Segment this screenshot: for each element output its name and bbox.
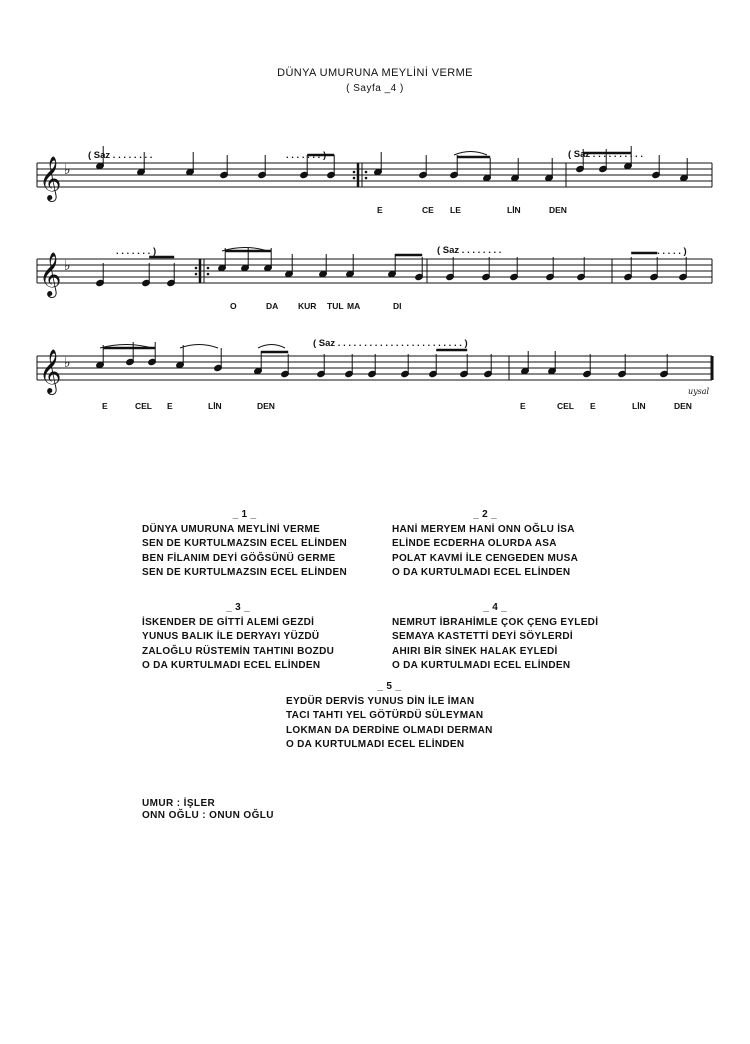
verse-number: _ 1 _ [232, 509, 257, 520]
lyric-syllable: E [520, 401, 526, 411]
lyric-syllable: TUL [327, 301, 344, 311]
key-flat-icon: ♭ [64, 258, 71, 274]
verse-line: SEN DE KURTULMAZSIN ECEL ELİNDEN [142, 567, 347, 578]
lyric-syllable: E [377, 205, 383, 215]
verse-line: POLAT KAVMİ İLE CENGEDEN MUSA [392, 552, 579, 564]
verse-number: _ 2 _ [473, 509, 497, 520]
lyric-syllable: DA [266, 301, 279, 311]
verse-line: NEMRUT İBRAHİMLE ÇOK ÇENG EYLEDİ [392, 616, 599, 628]
lyric-syllable: CE [422, 205, 434, 215]
verse-line: İSKENDER DE GİTTİ ALEMİ GEZDİ [142, 616, 315, 628]
tie-arc [258, 345, 285, 349]
verse-line: HANİ MERYEM HANİ ONN OĞLU İSA [392, 523, 575, 535]
page-reference: ( Sayfa _4 ) [346, 83, 404, 94]
verse-line: SEMAYA KASTETTİ DEYİ SÖYLERDİ [392, 631, 573, 642]
lyric-syllable: LE [450, 205, 461, 215]
verse-line: TACI TAHTI YEL GÖTÜRDÜ SÜLEYMAN [286, 710, 484, 721]
lyric-syllable: E [102, 401, 108, 411]
repeat-dot [195, 273, 198, 276]
verse-number: _ 5 _ [377, 681, 402, 692]
verse-line: LOKMAN DA DERDİNE OLMADI DERMAN [286, 724, 493, 736]
lyric-syllable: LİN [632, 401, 646, 411]
lyric-syllable: DI [393, 301, 402, 311]
lyric-syllable: O [230, 301, 237, 311]
verse-line: SEN DE KURTULMAZSIN ECEL ELİNDEN [142, 538, 347, 549]
verse-line: ELİNDE ECDERHA OLURDA ASA [392, 538, 557, 549]
verse-line: O DA KURTULMADI ECEL ELİNDEN [286, 739, 465, 750]
key-flat-icon: ♭ [64, 355, 71, 371]
treble-clef-icon: 𝄞 [39, 252, 62, 296]
saz-mark: . . . . . . . ) [286, 150, 327, 161]
treble-clef-icon: 𝄞 [39, 349, 62, 393]
saz-mark: ( Saz . . . . . . . . . . . . . . . . . . . . . . . . ) [313, 338, 468, 349]
verse-3 [142, 601, 334, 674]
glossary-line: UMUR : İŞLER [142, 798, 216, 809]
verse-number: _ 4 _ [483, 602, 508, 613]
lyric-syllable: DEN [674, 401, 692, 411]
repeat-dot [195, 267, 198, 270]
verse-line: O DA KURTULMADI ECEL ELİNDEN [392, 660, 571, 671]
repeat-dot [207, 267, 210, 270]
lyric-syllable: CEL [557, 401, 574, 411]
verse-1 [142, 508, 347, 581]
verse-line: DÜNYA UMURUNA MEYLİNİ VERME [142, 523, 321, 535]
repeat-dot [365, 171, 368, 174]
lyric-syllable: DEN [257, 401, 275, 411]
lyric-syllable: KUR [298, 301, 317, 311]
saz-mark: ( Saz . . . . . . . . . . [568, 149, 643, 160]
lyric-syllable: E [167, 401, 173, 411]
verse-line: YUNUS BALIK İLE DERYAYI YÜZDÜ [142, 631, 320, 642]
lyric-syllable: LİN [507, 205, 521, 215]
verse-line: BEN FİLANIM DEYİ GÖĞSÜNÜ GERME [142, 552, 336, 564]
verse-5 [286, 680, 493, 753]
signature-mark: uysal [688, 387, 710, 396]
treble-clef-icon: 𝄞 [39, 156, 62, 200]
repeat-dot [353, 177, 356, 180]
verse-line: AHIRI BİR SİNEK HALAK EYLEDİ [392, 645, 558, 657]
repeat-dot [353, 171, 356, 174]
repeat-dot [207, 273, 210, 276]
saz-mark: . . . . . . . . . ) [636, 246, 687, 257]
tie-arc [454, 152, 487, 156]
verse-line: EYDÜR DERVİS YUNUS DİN İLE İMAN [286, 695, 475, 707]
verse-line: O DA KURTULMADI ECEL ELİNDEN [392, 567, 571, 578]
glossary [142, 798, 274, 822]
repeat-dot [365, 177, 368, 180]
lyric-syllable: LİN [208, 401, 222, 411]
key-flat-icon: ♭ [64, 162, 71, 178]
music-score [0, 0, 750, 430]
lyric-syllable: E [590, 401, 596, 411]
verse-line: O DA KURTULMADI ECEL ELİNDEN [142, 660, 321, 671]
verse-2 [392, 508, 578, 581]
glossary-line: ONN OĞLU : ONUN OĞLU [142, 810, 274, 821]
lyric-syllable: MA [347, 301, 361, 311]
saz-mark: ( Saz . . . . . . . . [437, 245, 502, 256]
verse-number: _ 3 _ [226, 602, 250, 613]
tie-arc [180, 345, 218, 349]
lyric-syllable: DEN [549, 205, 567, 215]
verse-line: ZALOĞLU RÜSTEMİN TAHTINI BOZDU [142, 645, 335, 657]
verse-4 [392, 601, 598, 674]
saz-mark: ( Saz . . . . . . . . [88, 150, 153, 161]
lyric-syllable: CEL [135, 401, 152, 411]
song-title: DÜNYA UMURUNA MEYLİNİ VERME [277, 67, 473, 79]
saz-mark: . . . . . . . ) [116, 246, 157, 257]
